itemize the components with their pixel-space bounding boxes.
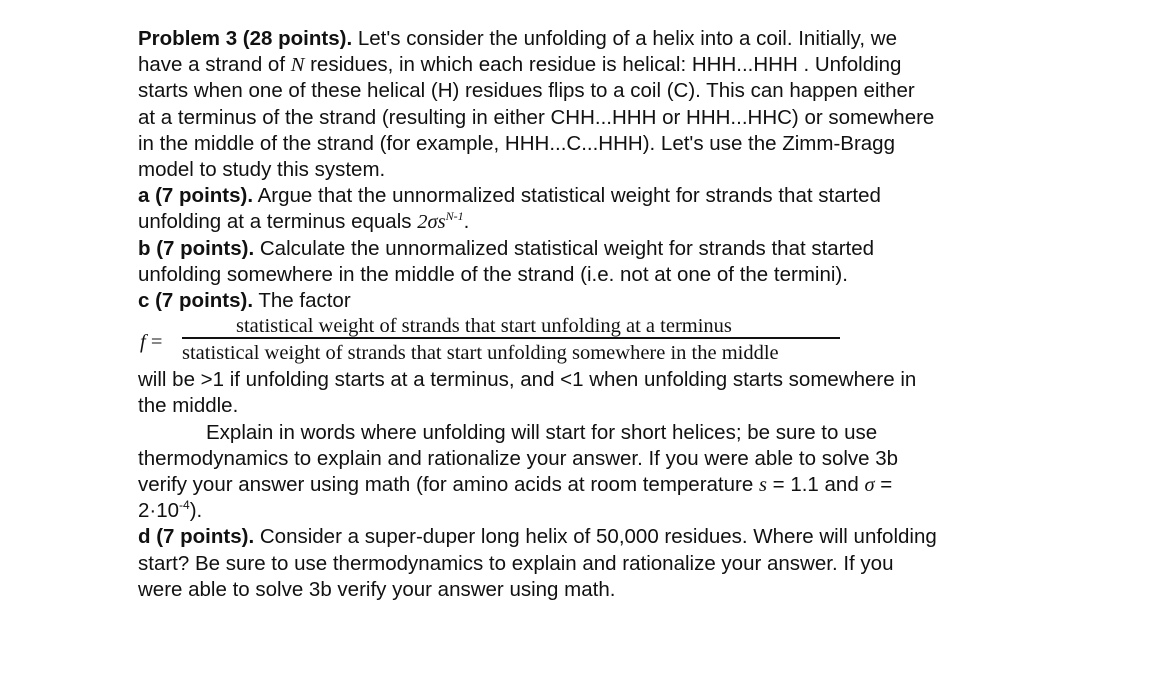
fraction-numerator: statistical weight of strands that start unfolding at a terminus (236, 315, 732, 338)
part-d-line-2: start? Be sure to use thermodynamics to explain and rationalize your answer. If you (138, 551, 894, 575)
part-a-label: a (7 points). (138, 184, 254, 208)
s-symbol: s (758, 474, 767, 497)
part-c-after-2: the middle. (138, 394, 239, 418)
fraction-bar (182, 337, 840, 339)
part-d-label: d (7 points). (138, 525, 255, 549)
intro-line-3: starts when one of these helical (H) residues flips to a coil (C). This can happen either (138, 79, 915, 103)
part-a-formula: $2\sigma s^{N-1}$ (417, 209, 464, 234)
intro-line-1: Problem 3 (28 points). Let's consider the unfolding of a helix into a coil. Initially, we (138, 27, 897, 50)
fraction-denominator: statistical weight of strands that start unfolding somewhere in the middle (182, 342, 779, 365)
part-c-label: c (7 points). (138, 289, 254, 313)
part-c-explain-1: Explain in words where unfolding will start for short helices; be sure to use (206, 420, 878, 444)
part-b-line-2: unfolding somewhere in the middle of the strand (i.e. not at one of the termini). (138, 262, 848, 286)
part-c-sigma-value: $2\cdot 10^{-4}$). (138, 498, 203, 523)
sigma-symbol: σ (864, 474, 875, 497)
n-symbol: N (290, 54, 305, 77)
part-a-line-1: a (7 points). Argue that the unnormalized statistical weight for strands that started (138, 184, 881, 208)
f-fraction-formula (138, 314, 1148, 367)
part-c-verify: verify your answer using math (for amino acids at room temperature s = 1.1 and σ = (138, 473, 893, 497)
f-equals: f = (140, 331, 163, 354)
part-d-line-1: d (7 points). Consider a super-duper long helix of 50,000 residues. Where will unfolding (138, 525, 937, 549)
part-c-explain-2: thermodynamics to explain and rationalize your answer. If you were able to solve 3b (138, 446, 899, 470)
problem-text (138, 26, 1148, 603)
part-a-line-2: unfolding at a terminus equals $2\sigma s^{N-1}$. (138, 209, 470, 234)
intro-line-6: model to study this system. (138, 158, 386, 182)
part-c-after-1: will be >1 if unfolding starts at a terminus, and <1 when unfolding starts somewhere in (138, 368, 917, 392)
problem-heading: Problem 3 (28 points). (138, 27, 353, 50)
part-d-line-3: were able to solve 3b verify your answer using math. (138, 577, 616, 601)
intro-line-4: at a terminus of the strand (resulting in either CHH...HHH or HHH...HHC) or somewhere (138, 105, 935, 129)
part-c-line-1: c (7 points). The factor (138, 289, 351, 313)
part-b-line-1: b (7 points). Calculate the unnormalized statistical weight for strands that started (138, 236, 875, 260)
intro-line-5: in the middle of the strand (for example, HHH...C...HHH). Let's use the Zimm-Bragg (138, 131, 895, 155)
intro-line-2: have a strand of N residues, in which each residue is helical: HHH...HHH . Unfolding (138, 53, 902, 77)
part-b-label: b (7 points). (138, 236, 255, 260)
